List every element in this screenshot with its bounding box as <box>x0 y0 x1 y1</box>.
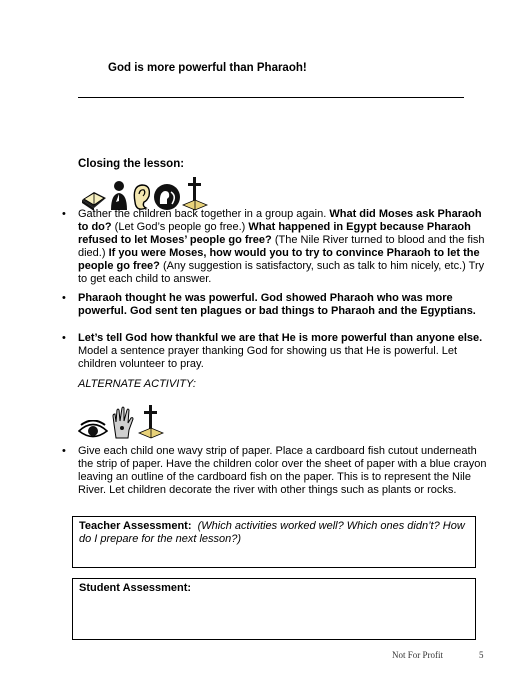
bullet-segment: Gather the children back together in a group again. <box>78 208 330 220</box>
bullet-segment: Model a sentence prayer thanking God for showing us that He is powerful. Let children volunteer to pray. <box>78 345 458 370</box>
eye-icon <box>78 420 108 440</box>
bullet-text <box>78 292 490 318</box>
footer-text: Not For Profit <box>392 650 444 660</box>
bullet-segment: (The Nile River turned to blood and the fish died.) <box>78 234 485 259</box>
bullet-segment: Give each child one wavy strip of paper. Place a cardboard fish cutout underneath the strip of paper. Have the children color over the sheet of paper with a blue crayon leaving an outline of the cardboard fish on the paper. This is to represent the Nile River. Let children decorate the river with other things such as plants or rocks. <box>78 445 487 496</box>
closing-icon-row <box>80 172 208 212</box>
teacher-assessment-label: Teacher Assessment: <box>79 520 192 532</box>
bullet-segment: Let’s tell God how thankful we are that He is more powerful than anyone else. <box>78 332 483 344</box>
student-assessment-box[interactable] <box>72 578 476 640</box>
teacher-assessment-text <box>79 520 469 546</box>
teacher-assessment-box[interactable] <box>72 516 476 568</box>
alternate-icon-row <box>78 398 164 440</box>
bullet-segment: What did Moses ask Pharaoh to do? <box>78 208 482 233</box>
teacher-assessment-prompt: (Which activities worked well? Which ones didn’t? How do I prepare for the next lesson?) <box>79 520 465 545</box>
page-number: 5 <box>479 650 484 660</box>
cross-on-bible-icon <box>138 404 164 440</box>
bullet-text <box>78 445 490 497</box>
page-title: God is more powerful than Pharaoh! <box>108 62 307 74</box>
bullet-segment: If you were Moses, how would you to try to convince Pharaoh to let the people go free? <box>78 247 480 272</box>
hand-icon <box>110 406 136 440</box>
bullet-marker: • <box>62 292 66 304</box>
bullet-segment: Pharaoh thought he was powerful. God showed Pharaoh who was more powerful. God sent ten plagues or bad things to Pharaoh and the Egyptians. <box>78 292 476 317</box>
bullet-text <box>78 332 490 371</box>
bullet-segment: What happened in Egypt because Pharaoh refused to let Moses’ people go free? <box>78 221 471 246</box>
bullet-text <box>78 208 490 286</box>
bullet-segment: (Let God’s people go free.) <box>111 221 249 233</box>
student-assessment-label: Student Assessment: <box>79 582 192 594</box>
bullet-marker: • <box>62 445 66 457</box>
closing-heading: Closing the lesson: <box>78 158 185 170</box>
alternate-activity-label: ALTERNATE ACTIVITY: <box>78 378 196 390</box>
bullet-segment: (Any suggestion is satisfactory, such as talk to him nicely, etc.) Try to get each child to answer. <box>78 260 485 285</box>
bullet-marker: • <box>62 332 66 344</box>
title-underline <box>78 97 464 98</box>
cross-on-bible-icon <box>182 176 208 212</box>
bullet-marker: • <box>62 208 66 220</box>
